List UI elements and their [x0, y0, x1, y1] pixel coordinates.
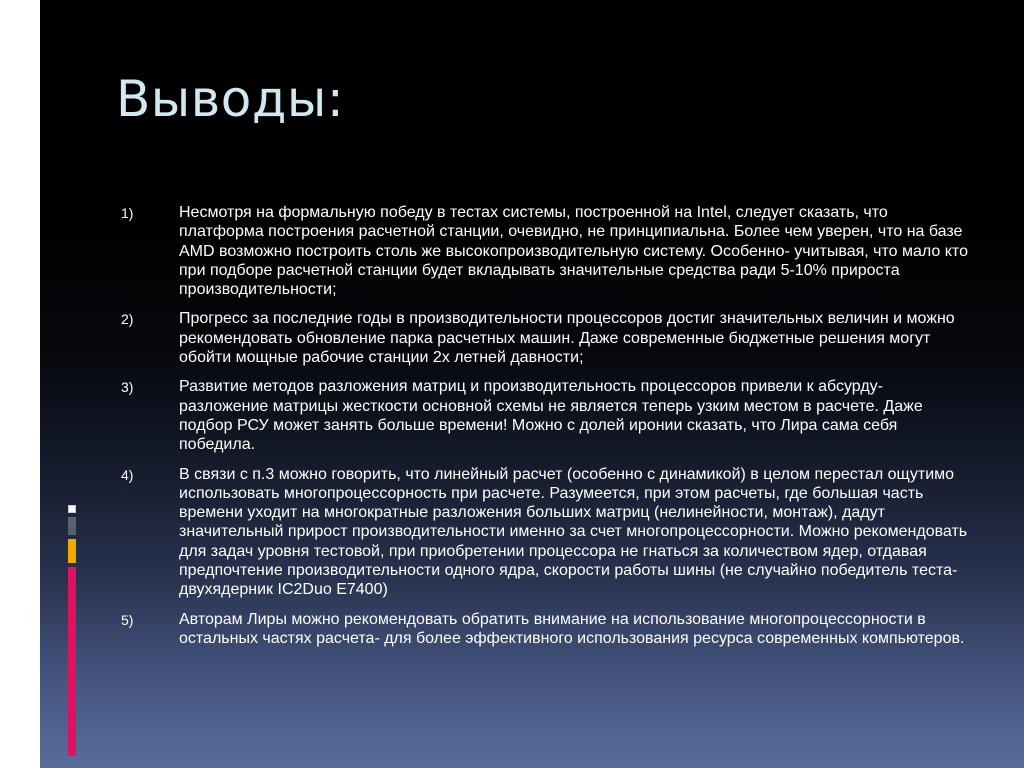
accent-bar-white [68, 505, 76, 513]
list-item-text: Развитие методов разложения матриц и производительность процессоров привели к абсурду- разложение матрицы жесткости основной схемы не является теперь узким местом в расчете. Даже подбор РСУ может занять больше времени! Можно с долей иронии сказать, что Лира сама себя победила. [179, 378, 923, 454]
list-item-text: Прогресс за последние годы в производительности процессоров достиг значительных величин и можно рекомендовать обновление парка расчетных машин. Даже современные бюджетные решения могут обойти мощные рабочие станции 2х летней давности; [179, 310, 955, 367]
slide-title: Выводы: [116, 70, 345, 128]
list-item-number: 1) [121, 205, 134, 221]
list-item-text: В связи с п.3 можно говорить, что линейный расчет (особенно с динамикой) в целом перестал ощутимо использовать многопроцессорность при расчете. Разумеется, при этом расчеты, где большая часть времени уходит на многократные разложения больших матриц (нелинейности, монтаж), дадут значительный прирост производительности именно за счет многопроцессорности. Можно рекомендовать для задач уровня тестовой, при приобретении процессора не гнаться за количеством ядер, отдавая предпочтение производительности одного ядра, скорости работы шины (не случайно победитель теста- двухядерник IC2Duo E7400) [179, 465, 968, 599]
list-item [121, 377, 971, 454]
left-margin-strip [0, 0, 40, 768]
list-item-text: Авторам Лиры можно рекомендовать обратить внимание на использование многопроцессорности в остальных частях расчета- для более эффективного использования ресурса современных компьютеров. [179, 610, 965, 647]
accent-bar-magenta [68, 567, 76, 755]
list-item-text: Несмотря на формальную победу в тестах системы, построенной на Intel, следует сказать, что платформа построения расчетной станции, очевидно, не принципиальна. Более чем уверен, что на базе AMD возможно построить столь же высокопроизводительную систему. Особенно- учитывая, что мало кто при подборе расчетной станции будет вкладывать значительные средства ради 5-10% прироста производительности; [179, 204, 968, 299]
accent-bar-gold [68, 539, 76, 563]
conclusions-list [121, 203, 971, 658]
list-item [121, 309, 971, 367]
list-item-number: 2) [121, 311, 134, 328]
list-item [121, 465, 971, 600]
list-item-number: 3) [121, 379, 134, 396]
accent-bar-gray [68, 517, 76, 535]
list-item [121, 203, 971, 299]
list-item-number: 4) [121, 466, 134, 483]
list-item-number: 5) [121, 611, 134, 628]
list-item [121, 610, 971, 649]
